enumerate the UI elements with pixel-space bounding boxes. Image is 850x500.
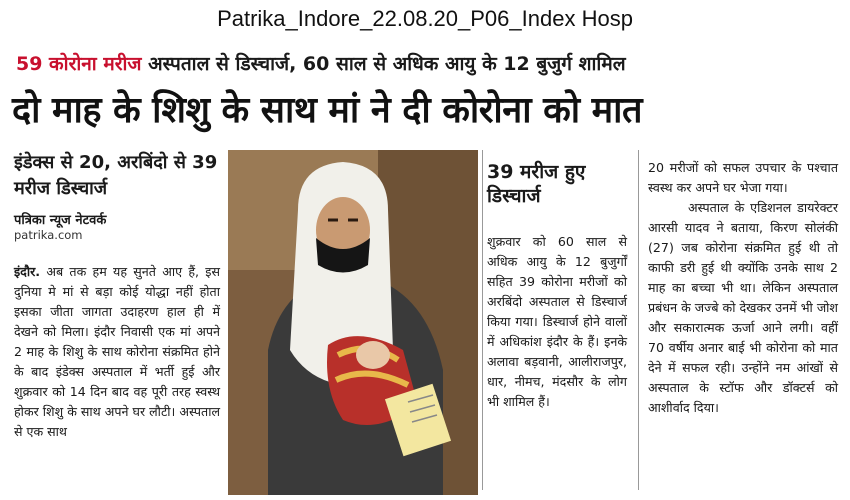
column-divider bbox=[482, 150, 483, 490]
site-name: patrika.com bbox=[14, 228, 83, 242]
left-body-text: अब तक हम यह सुनते आए हैं, इस दुनिया मे मां से बड़ा कोई योद्धा नहीं होता इसका जीता जागता उदाहरण हाल ही में देखने को मिला। इंदौर निवासी एक मां अपने 2 माह के शिशु के साथ कोरोना संक्रमित होने के बाद इंडेक्स अस्पताल में भर्ती हुई और शुक्रवार को 14 दिन बाद वह पूरी तरह स्वस्थ होकर शिशु के साथ अपने घर लौटी। अस्पताल से एक साथ bbox=[14, 264, 220, 439]
middle-subhead: 39 मरीज हुए डिस्चार्ज bbox=[487, 161, 586, 207]
right-column-body bbox=[648, 158, 838, 418]
kicker-highlight: 59 कोरोना मरीज bbox=[16, 53, 142, 75]
mother-baby-photo bbox=[228, 150, 478, 495]
right-para-1: 20 मरीजों को सफल उपचार के पश्चात स्वस्थ कर अपने घर भेजा गया। bbox=[648, 160, 838, 195]
left-subhead: इंडेक्स से 20, अरबिंदो से 39 मरीज डिस्चार्ज bbox=[14, 152, 218, 199]
column-divider bbox=[638, 150, 639, 490]
image-caption: Patrika_Indore_22.08.20_P06_Index Hosp bbox=[217, 6, 633, 31]
left-column-body bbox=[14, 262, 220, 442]
byline: पत्रिका न्यूज नेटवर्क bbox=[14, 213, 107, 228]
photo-illustration bbox=[228, 150, 478, 495]
right-para-2: अस्पताल के एडिशनल डायरेक्टर आरसी यादव ने बताया, किरण सोलंकी (27) जब कोरोना संक्रमित हुई थी तो काफी डरी हुई थी क्योंकि उनके साथ 2 माह का बच्चा भी था। लेकिन अस्पताल प्रबंधन के जज्बे को देखकर उनमें भी जोश और सकारात्मक ऊर्जा आने लगी। वहीं 70 वर्षीय अनार बाई भी कोरोना को मात देने में सफल रही। उन्होंने नम आंखों से अस्पताल के स्टॉफ और डॉक्टर्स को आशीर्वाद दिया। bbox=[648, 200, 838, 415]
kicker-line bbox=[16, 50, 626, 76]
kicker-text: अस्पताल से डिस्चार्ज, 60 साल से अधिक आयु के 12 बुजुर्ग शामिल bbox=[141, 53, 626, 75]
headline: दो माह के शिशु के साथ मां ने दी कोरोना को मात bbox=[12, 90, 642, 131]
middle-column-body: शुक्रवार को 60 साल से अधिक आयु के 12 बुजुर्गों सहित 39 कोरोना मरीजों को अरबिंदो अस्पताल से डिस्चार्ज किया गया। डिस्चार्ज होने वालों में अधिकांश इंदौर के हैं। इनके अलावा बड़वानी, आलीराजपुर, धार, नीमच, मंदसौर के लोग भी शामिल हैं। bbox=[487, 234, 627, 409]
dateline: इंदौर. bbox=[14, 264, 41, 279]
